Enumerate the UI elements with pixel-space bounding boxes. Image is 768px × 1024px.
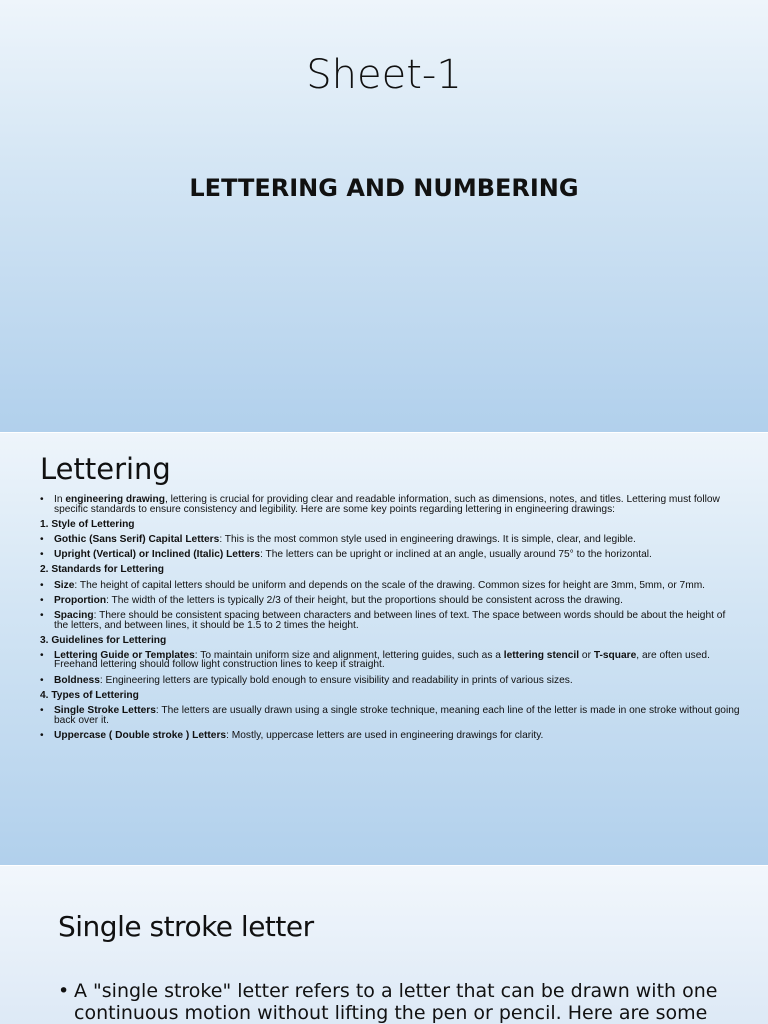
slide-2-title: Lettering: [40, 452, 171, 486]
intro-bullet: • In engineering drawing, lettering is crucial for providing clear and readable information, such as dimensions, notes, and titles. Lettering must follow specific standards to ensure consistency and legibility. Here are some key points regarding lettering in engineering drawings:: [40, 495, 740, 514]
list-item: • Uppercase ( Double stroke ) Letters: Mostly, uppercase letters are used in engineering drawings for clarity.: [40, 731, 740, 741]
list-item: • Upright (Vertical) or Inclined (Italic) Letters: The letters can be upright or inclined at an angle, usually around 75° to the horizontal.: [40, 550, 740, 560]
list-item: • Gothic (Sans Serif) Capital Letters: This is the most common style used in engineering drawings. It is simple, clear, and legible.: [40, 535, 740, 545]
list-item: • Boldness: Engineering letters are typically bold enough to ensure visibility and readability in prints of various sizes.: [40, 676, 740, 686]
section-heading: 1. Style of Lettering: [40, 518, 135, 530]
list-item: • Lettering Guide or Templates: To maintain uniform size and alignment, lettering guides, such as a lettering stencil or T-square, are often used. Freehand lettering should follow light construction lines to keep it straight.: [40, 651, 740, 670]
list-item: • Proportion: The width of the letters is typically 2/3 of their height, but the proportions should be consistent across the drawing.: [40, 596, 740, 606]
section-heading: 4. Types of Lettering: [40, 689, 139, 701]
slide-1: [0, 0, 768, 432]
slide-1-subtitle: LETTERING AND NUMBERING: [189, 174, 579, 202]
slide-3-title: Single stroke letter: [58, 910, 314, 943]
list-item: • A "single stroke" letter refers to a letter that can be drawn with one continuous motion without lifting the pen or pencil. Here are some: [58, 980, 738, 1024]
slide-3-body: [58, 980, 738, 1024]
slide-2-body: [40, 495, 740, 746]
list-item: • Single Stroke Letters: The letters are usually drawn using a single stroke technique, meaning each line of the letter is made in one stroke without going back over it.: [40, 706, 740, 725]
slide-1-title: Sheet-1: [306, 52, 462, 98]
section-heading: 3. Guidelines for Lettering: [40, 634, 167, 646]
list-item: • Spacing: There should be consistent spacing between characters and between lines of text. The space between words should be about the height of the letters, and between lines, it should be 1.5 to 2 times the height.: [40, 611, 740, 630]
list-item: • Size: The height of capital letters should be uniform and depends on the scale of the drawing. Common sizes for height are 3mm, 5mm, or 7mm.: [40, 581, 740, 591]
section-heading: 2. Standards for Lettering: [40, 564, 164, 576]
